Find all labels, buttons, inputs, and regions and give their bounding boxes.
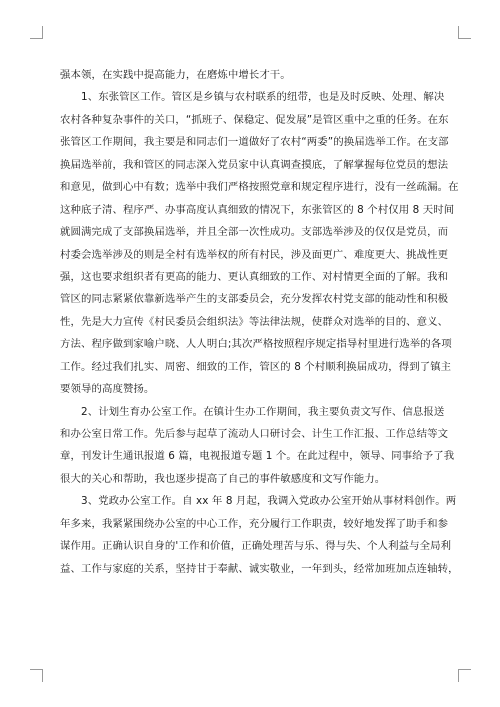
text-line: 工作。经过我们扎实、周密、细致的工作，管区的 8 个村顺利换届成功，得到了镇主 — [60, 360, 452, 373]
text-line: 强本领，在实践中提高能力，在磨炼中增长才干。 — [60, 69, 291, 81]
text-line: 要领导的高度赞扬。 — [60, 383, 155, 396]
text-line: 和办公室日常工作。先后参与起草了流动人口研讨会、计生工作汇报、工作总结等文 — [60, 428, 449, 440]
text-line: 张管区工作期间，我主要是和同志们一道做好了农村“两委”的换届选举工作。在支部 — [60, 136, 449, 149]
text-line: 章，刊发计生通讯报道 6 篇，电视报道专题 1 个。在此过程中，领导、同事给予了我 — [60, 450, 455, 463]
document-body — [60, 64, 459, 580]
text-line: 谋作用。正确认识自身的'工作和价值，正确处理苦与乐、得与失、个人利益与全局利 — [60, 540, 452, 553]
text-line: 就圆满完成了支部换届选举，并且全部一次性成功。支部选举涉及的仅仅是党员，而 — [60, 226, 449, 239]
text-line: 农村各种复杂事件的关口，“抓班子、保稳定、促发展”是管区重中之重的任务。在东 — [60, 113, 449, 126]
text-line: 村委会选举涉及的则是全村有选举权的所有村民，涉及面更广、难度更大、挑战性更 — [60, 248, 449, 261]
text-line: 管区的同志紧紧依靠新选举产生的支部委员会，充分发挥农村党支部的能动性和积极 — [60, 293, 449, 306]
text-line: 这种底子清、程序严、办事高度认真细致的情况下，东张管区的 8 个村仅用 8 天时间 — [60, 203, 455, 216]
text-line: 性，先是大力宣传《村民委员会组织法》等法律法规，使群众对选举的目的、意义、 — [60, 315, 449, 328]
text-line: 很大的关心和帮助，我也逐步提高了自己的事件敏感度和文写作能力。 — [60, 472, 386, 485]
text-line: 年多来，我紧紧围绕办公室的中心工作，充分履行工作职责，较好地发挥了助手和参 — [60, 517, 449, 530]
paragraph-start-line: 1、东张管区工作。管区是乡镇与农村联系的纽带，也是及时反映、处理、解决 — [81, 91, 445, 104]
text-line: 和意见，做到心中有数；选举中我们严格按照党章和规定程序进行，没有一丝疏漏。在 — [60, 181, 459, 194]
text-line: 换届选举前，我和管区的同志深入党员家中认真调查摸底，了解掌握每位党员的想法 — [60, 158, 449, 171]
text-line: 益、工作与家庭的关系，坚持甘于奉献、诚实敬业，一年到头，经常加班加点连轴转， — [60, 562, 459, 575]
text-line: 强，这也要求组织者有更高的能力、更认真细致的工作、对村情更全面的了解。我和 — [60, 270, 449, 283]
crop-mark-top-right — [458, 26, 471, 39]
crop-mark-bottom-right — [458, 669, 471, 682]
paragraph-start-line: 2、计划生育办公室工作。在镇计生办工作期间，我主要负责文写作、信息报送 — [81, 405, 445, 418]
paragraph-start-line: 3、党政办公室工作。自 xx 年 8 月起，我调入党政办公室开始从事材料创作。两 — [81, 495, 457, 508]
crop-mark-bottom-left — [30, 669, 43, 682]
crop-mark-top-left — [30, 26, 43, 39]
text-line: 方法、程序做到家喻户晓、人人明白;其次严格按照程序规定指导村里进行选举的各项 — [60, 338, 452, 351]
